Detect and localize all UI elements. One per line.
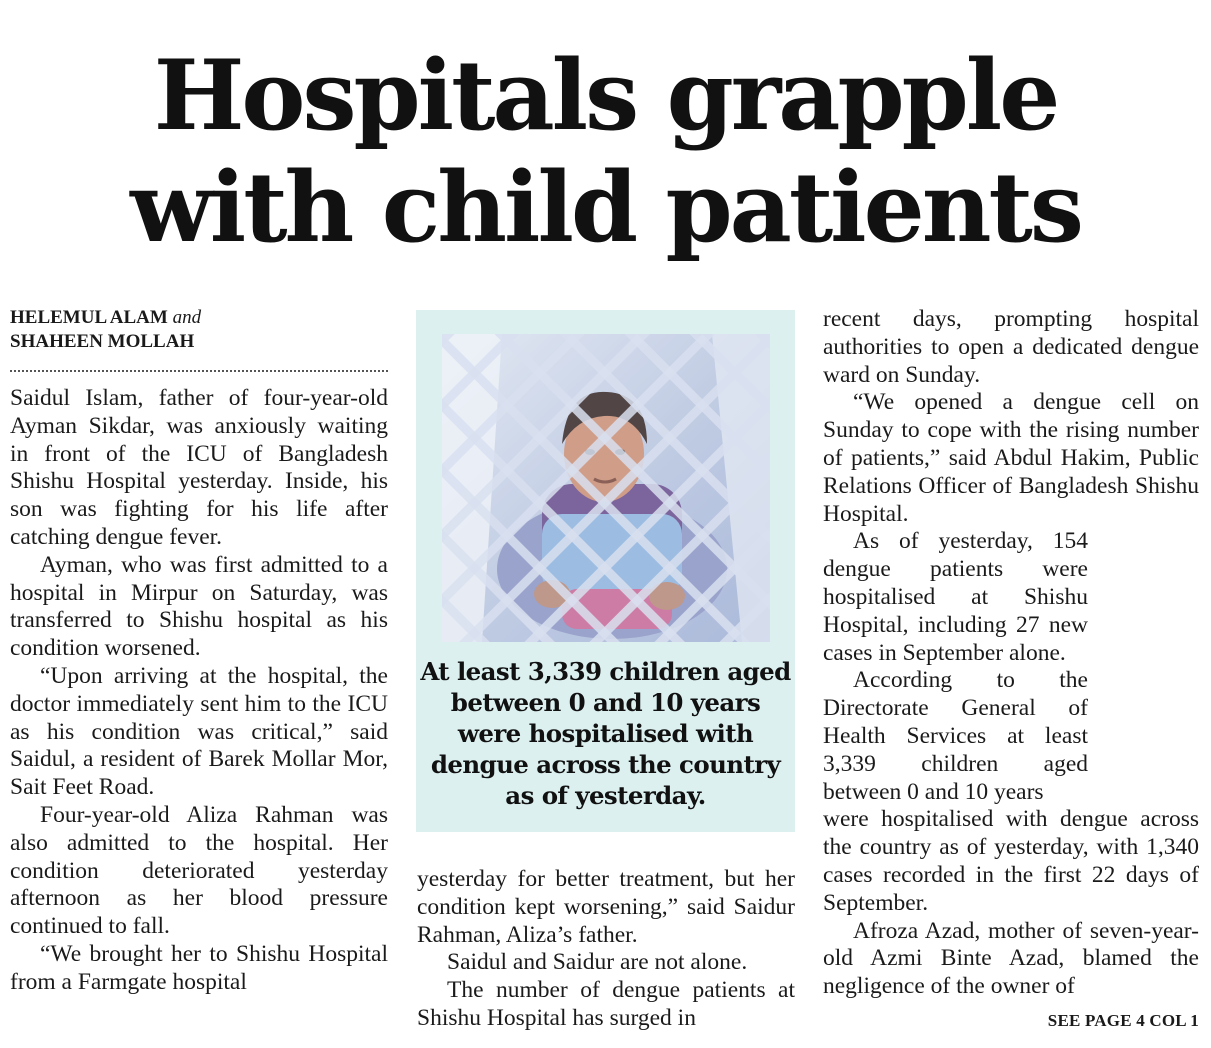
article-column-2: [417, 866, 795, 1033]
byline-divider: [10, 370, 388, 372]
paragraph: Saidul and Saidur are not alone.: [447, 949, 748, 976]
paragraph: Four-year-old Aliza Rahman was also admitted to the hospital. Her condition deteriorated yesterday afternoon as her blood pressure continued to fall.: [10, 801, 388, 940]
paragraph: recent days, prompting hospital authorities to open a dedicated dengue ward on Sunday.: [823, 306, 1199, 388]
paragraph: According to the Directorate General of Health Services at least 3,339 children aged between 0 and 10 years: [823, 667, 1088, 805]
paragraph: “We opened a dengue cell on Sunday to cope with the rising number of patients,” said Abdul Hakim, Public Relations Officer of Bangladesh Shishu Hospital.: [823, 389, 1199, 527]
article-column-1: [10, 385, 388, 997]
paragraph: The number of dengue patients at Shishu Hospital has surged in: [417, 977, 795, 1031]
author-2: SHAHEEN MOLLAH: [10, 331, 195, 352]
child-behind-net-image: [442, 334, 770, 642]
photo-box: [416, 310, 795, 832]
continued-jump-line: SEE PAGE 4 COL 1: [1047, 1011, 1199, 1030]
byline: [10, 306, 390, 354]
paragraph: Afroza Azad, mother of seven-year-old Azmi Binte Azad, blamed the negligence of the owner of: [823, 917, 1199, 1000]
paragraph: were hospitalised with dengue across the country as of yesterday, with 1,340 cases recorded in the first 22 days of September.: [823, 806, 1199, 916]
paragraph: Saidul Islam, father of four-year-old Ayman Sikdar, was anxiously waiting in front of the ICU of Bangladesh Shishu Hospital yesterday. Inside, his son was fighting for his life after catching dengue fever.: [10, 385, 388, 550]
paragraph: As of yesterday, 154 dengue patients were hospitalised at Shishu Hospital, including 27 new cases in September alone.: [823, 528, 1088, 666]
paragraph: Ayman, who was first admitted to a hospital in Mirpur on Saturday, was transferred to Shishu hospital as his condition worsened.: [10, 551, 388, 662]
news-photo: [442, 334, 770, 642]
article-column-3: [823, 306, 1199, 1001]
paragraph: yesterday for better treatment, but her condition kept worsening,” said Saidur Rahman, Aliza’s father.: [417, 866, 795, 948]
byline-connector: and: [172, 307, 202, 328]
headline-line-2: with child patients: [130, 151, 1081, 264]
headline-line-1: Hospitals grapple: [153, 39, 1058, 152]
author-1: HELEMUL ALAM: [10, 307, 168, 328]
paragraph: “We brought her to Shishu Hospital from a Farmgate hospital: [10, 940, 388, 995]
photo-caption: At least 3,339 children aged between 0 and 10 years were hospitalised with dengue across the country as of yesterday.: [420, 657, 791, 810]
headline: [0, 40, 1211, 264]
paragraph: “Upon arriving at the hospital, the doctor immediately sent him to the ICU as his condition was critical,” said Saidul, a resident of Barek Mollar Mor, Sait Feet Road.: [10, 662, 388, 801]
